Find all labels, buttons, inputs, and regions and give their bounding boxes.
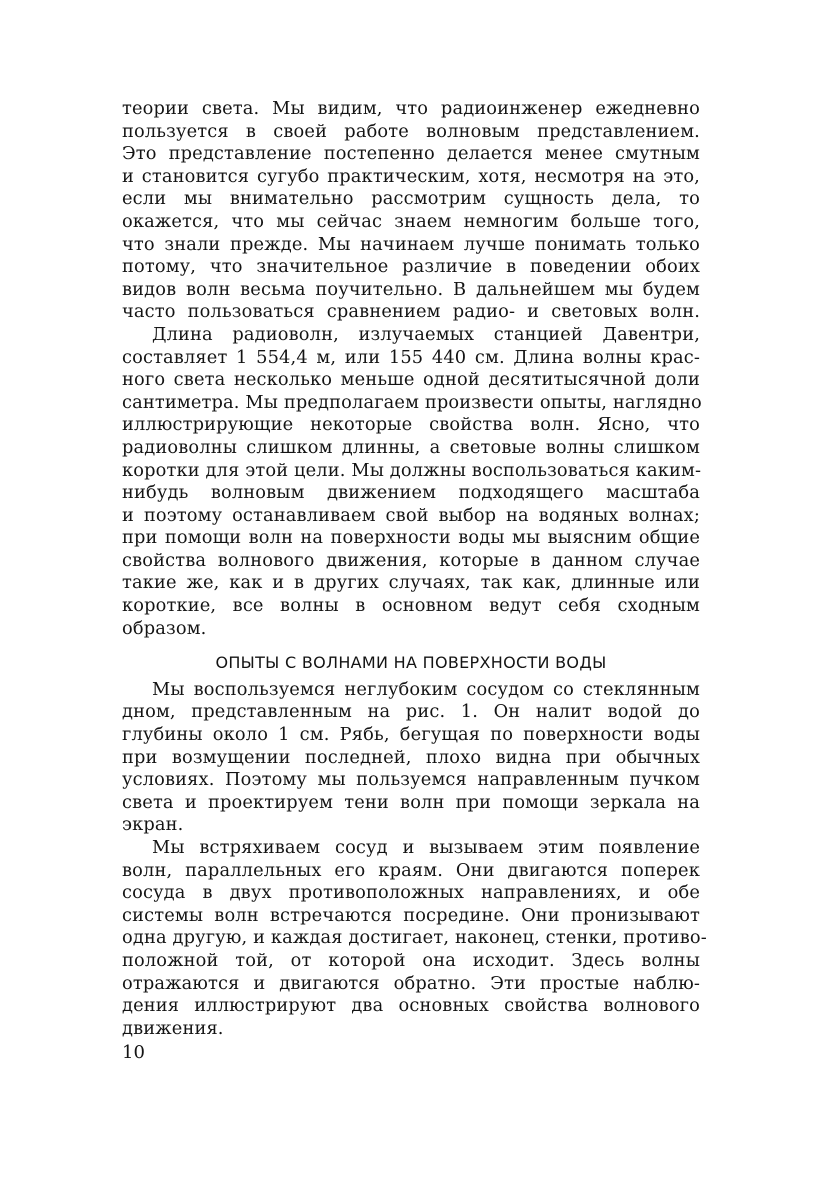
text-line: света и проектируем тени волн при помощи зеркала на <box>122 791 700 813</box>
text-line: ного света несколько меньше одной десятитысячной доли <box>122 369 700 391</box>
text-line: короткие, все волны в основном ведут себя сходным <box>122 595 700 617</box>
text-line: что знали прежде. Мы начинаем лучше понимать только <box>122 233 700 255</box>
text-line: радиоволны слишком длинны, а световые волны слишком <box>122 436 700 458</box>
text-column <box>122 98 707 1040</box>
text-line: видов волн весьма поучительно. В дальнейшем мы будем <box>122 278 700 300</box>
text-line: и становится сугубо практическим, хотя, несмотря на это, <box>122 165 700 187</box>
text-line: теории света. Мы видим, что радиоинженер ежедневно <box>122 98 700 119</box>
text-line: условиях. Поэтому мы пользуемся направленным пучком <box>122 769 700 791</box>
text-line: отражаются и двигаются обратно. Эти простые наблю- <box>122 972 700 994</box>
text-line: составляет 1 554,4 м, или 155 440 см. Длина волны крас- <box>122 346 700 368</box>
paragraph-4 <box>122 837 707 1040</box>
page-number: 10 <box>122 1042 145 1063</box>
text-line: если мы внимательно рассмотрим сущность дела, то <box>122 188 700 210</box>
text-line: положной той, от которой она исходит. Здесь волны <box>122 949 700 971</box>
text-line: потому, что значительное различие в поведении обоих <box>122 256 700 278</box>
text-line: и поэтому останавливаем свой выбор на водяных волнах; <box>122 504 700 526</box>
text-line: окажется, что мы сейчас знаем немногим больше того, <box>122 210 700 232</box>
text-line: свойства волнового движения, которые в данном случае <box>122 549 700 571</box>
text-line: дения иллюстрируют два основных свойства волнового <box>122 995 700 1017</box>
text-line: при возмущении последней, плохо видна при обычных <box>122 746 700 768</box>
text-line: пользуется в своей работе волновым представлением. <box>122 120 700 142</box>
text-line: сосуда в двух противоположных направлениях, и обе <box>122 882 700 904</box>
text-line: Мы встряхиваем сосуд и вызываем этим появление <box>152 837 700 858</box>
text-line: экран. <box>122 814 184 836</box>
text-line: Это представление постепенно делается менее смутным <box>122 143 700 165</box>
text-line: образом. <box>122 617 207 639</box>
paragraph-1 <box>122 98 700 324</box>
text-line: сантиметра. Мы предполагаем произвести опыты, наглядно <box>122 391 702 413</box>
text-line: нибудь волновым движением подходящего масштаба <box>122 482 700 504</box>
text-line: Длина радиоволн, излучаемых станцией Давентри, <box>152 323 700 345</box>
text-line: такие же, как и в других случаях, так как, длинные или <box>122 572 700 594</box>
text-line: волн, параллельных его краям. Они двигаются поперек <box>122 859 700 881</box>
text-line: системы волн встречаются посредине. Они пронизывают <box>122 904 700 926</box>
text-line: глубины около 1 см. Рябь, бегущая по поверхности воды <box>122 724 700 746</box>
text-line: одна другую, и каждая достигает, наконец, стенки, противо- <box>122 927 707 949</box>
text-line: дном, представленным на рис. 1. Он налит водой до <box>122 701 700 723</box>
text-line: часто пользоваться сравнением радио- и световых волн. <box>122 301 700 323</box>
text-line: иллюстрирующие некоторые свойства волн. Ясно, что <box>122 414 700 436</box>
text-line: Мы воспользуемся неглубоким сосудом со стеклянным <box>152 678 700 700</box>
text-line: движения. <box>122 1017 224 1039</box>
paragraph-3 <box>122 679 700 837</box>
text-line: коротки для этой цели. Мы должны воспользоваться каким- <box>122 459 702 481</box>
text-line: при помощи волн на поверхности воды мы выясним общие <box>122 527 700 549</box>
paragraph-2 <box>122 324 700 640</box>
section-heading: ОПЫТЫ С ВОЛНАМИ НА ПОВЕРХНОСТИ ВОДЫ <box>215 653 607 673</box>
